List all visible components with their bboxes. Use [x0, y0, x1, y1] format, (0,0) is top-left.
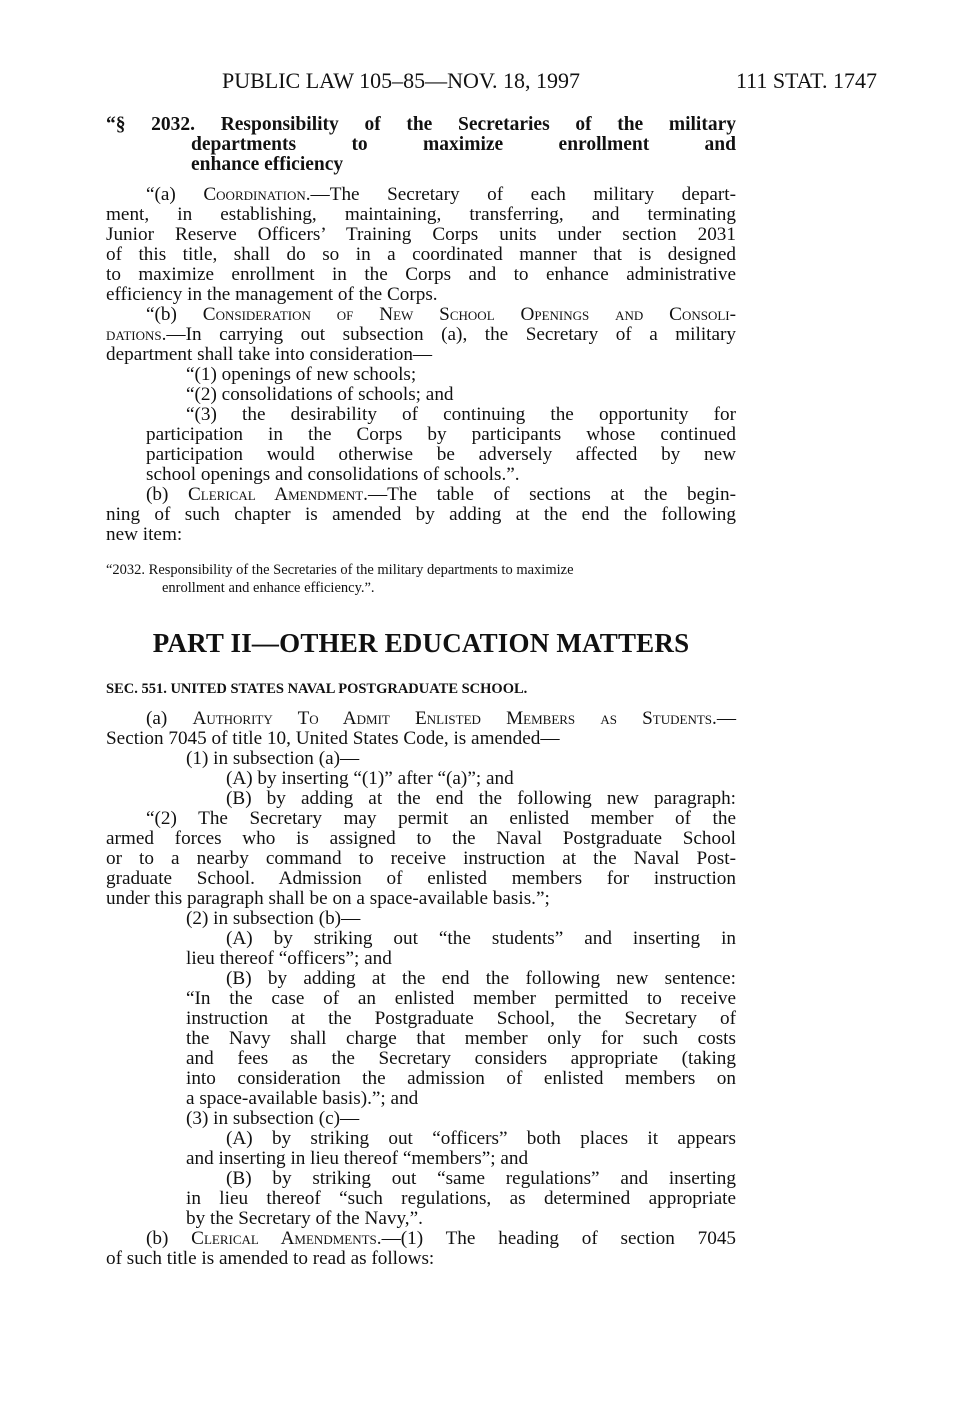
header-public-law: PUBLIC LAW 105–85—NOV. 18, 1997 [222, 68, 580, 93]
subsection-heading: Authority To Admit Enlisted Members as Students. [192, 708, 717, 729]
list-item: (3) in subsection (c)— [186, 1108, 360, 1129]
text-line: “(2) The Secretary may permit an enlisted member of the [146, 808, 736, 829]
table-of-sections-item [106, 561, 736, 597]
section-2032-title-line: enhance efficiency [191, 154, 344, 175]
subsection-heading: Coordination. [203, 184, 311, 205]
list-item: (B) by adding at the end the following new paragraph: [226, 788, 736, 809]
text-line: in lieu thereof “such regulations, as determined appropriate [186, 1188, 736, 1209]
list-item: (A) by striking out “the students” and inserting in [226, 928, 736, 949]
subsection-heading: Consideration of New School Openings and Consoli- [202, 304, 737, 325]
text-line: of this title, shall do so in a coordinated manner that is designed [106, 244, 736, 265]
text-line: ment, in establishing, maintaining, transferring, and terminating [106, 204, 736, 225]
list-item: (1) in subsection (a)— [186, 748, 360, 769]
text-line: instruction at the Postgraduate School, the Secretary of [186, 1008, 736, 1029]
text-line: the Navy shall charge that member only for such costs [186, 1028, 736, 1049]
text-line: and inserting in lieu thereof “members”; and [186, 1148, 529, 1169]
text-line: “(b) Consideration of New School Openings and Consoli- [146, 304, 737, 325]
text-line: graduate School. Admission of enlisted members for instruction [106, 868, 736, 889]
text-line: department shall take into consideration— [106, 344, 433, 365]
list-item: (2) in subsection (b)— [186, 908, 361, 929]
part-heading: PART II—OTHER EDUCATION MATTERS [152, 628, 690, 658]
text-line: under this paragraph shall be on a space-available basis.”; [106, 888, 550, 909]
text-line: school openings and consolidations of schools.”. [146, 464, 520, 485]
list-item: “(1) openings of new schools; [186, 364, 417, 385]
subsection-heading: Clerical Amendment. [187, 484, 368, 505]
list-item: (A) by striking out “officers” both places it appears [226, 1128, 736, 1149]
text-line: armed forces who is assigned to the Naval Postgraduate School [106, 828, 736, 849]
section-2032-title-line: departments to maximize enrollment and [191, 134, 736, 155]
section-2032-title-line: “§ 2032. Responsibility of the Secretaries of the military [106, 114, 736, 135]
text-line: Junior Reserve Officers’ Training Corps units under section 2031 [106, 224, 736, 245]
text-line: or to a nearby command to receive instruction at the Naval Post- [106, 848, 736, 869]
text-line: to maximize enrollment in the Corps and to enhance administrative [106, 264, 736, 285]
section-551-heading: SEC. 551. UNITED STATES NAVAL POSTGRADUATE SCHOOL. [106, 681, 528, 697]
text-line: by the Secretary of the Navy,”. [186, 1208, 423, 1229]
text-line: participation in the Corps by participants whose continued [146, 424, 736, 445]
list-item: (B) by striking out “same regulations” and inserting [226, 1168, 736, 1189]
list-item: (A) by inserting “(1)” after “(a)”; and [226, 768, 514, 789]
list-item: “(2) consolidations of schools; and [186, 384, 454, 405]
section-551-body [106, 709, 736, 1269]
body-text [106, 115, 736, 1269]
subsection-heading: Clerical Amendments. [191, 1228, 382, 1249]
text-line: “(a) Coordination.—The Secretary of each military depart- [146, 184, 736, 205]
text-line: “In the case of an enlisted member permitted to receive [186, 988, 736, 1009]
list-item: “(3) the desirability of continuing the opportunity for [186, 404, 736, 425]
text-line: into consideration the admission of enlisted members on [186, 1068, 736, 1089]
text-line: (b) Clerical Amendment.—The table of sections at the begin- [146, 484, 736, 505]
text-line: ning of such chapter is amended by adding at the end the following [106, 504, 736, 525]
subsection-b-consideration [106, 305, 736, 485]
clerical-amendment [106, 485, 736, 545]
text-line: of such title is amended to read as follows: [106, 1248, 435, 1269]
section-2032-heading [106, 115, 736, 175]
subsection-a-coordination [106, 185, 736, 305]
text-line: participation would otherwise be adversely affected by new [146, 444, 736, 465]
running-header [222, 66, 877, 96]
text-line: dations.—In carrying out subsection (a), the Secretary of a military [106, 324, 736, 345]
text-line: efficiency in the management of the Corps. [106, 284, 438, 305]
text-line: lieu thereof “officers”; and [186, 948, 392, 969]
header-statute-page: 111 STAT. 1747 [735, 68, 877, 93]
section-2032-number: “§ 2032. [106, 114, 196, 135]
text-line: a space-available basis).”; and [186, 1088, 419, 1109]
text-line: enrollment and enhance efficiency.”. [162, 580, 375, 596]
list-item: (B) by adding at the end the following new sentence: [226, 968, 736, 989]
text-line: “2032. Responsibility of the Secretaries of the military departments to maximize [106, 562, 574, 578]
text-line: (b) Clerical Amendments.—(1) The heading of section 7045 [146, 1228, 737, 1249]
text-line: Section 7045 of title 10, United States Code, is amended— [106, 728, 560, 749]
text-line: new item: [106, 524, 183, 545]
text-line: (a) Authority To Admit Enlisted Members as Students.— [146, 708, 736, 729]
text-line: and fees as the Secretary considers appropriate (taking [186, 1048, 736, 1069]
